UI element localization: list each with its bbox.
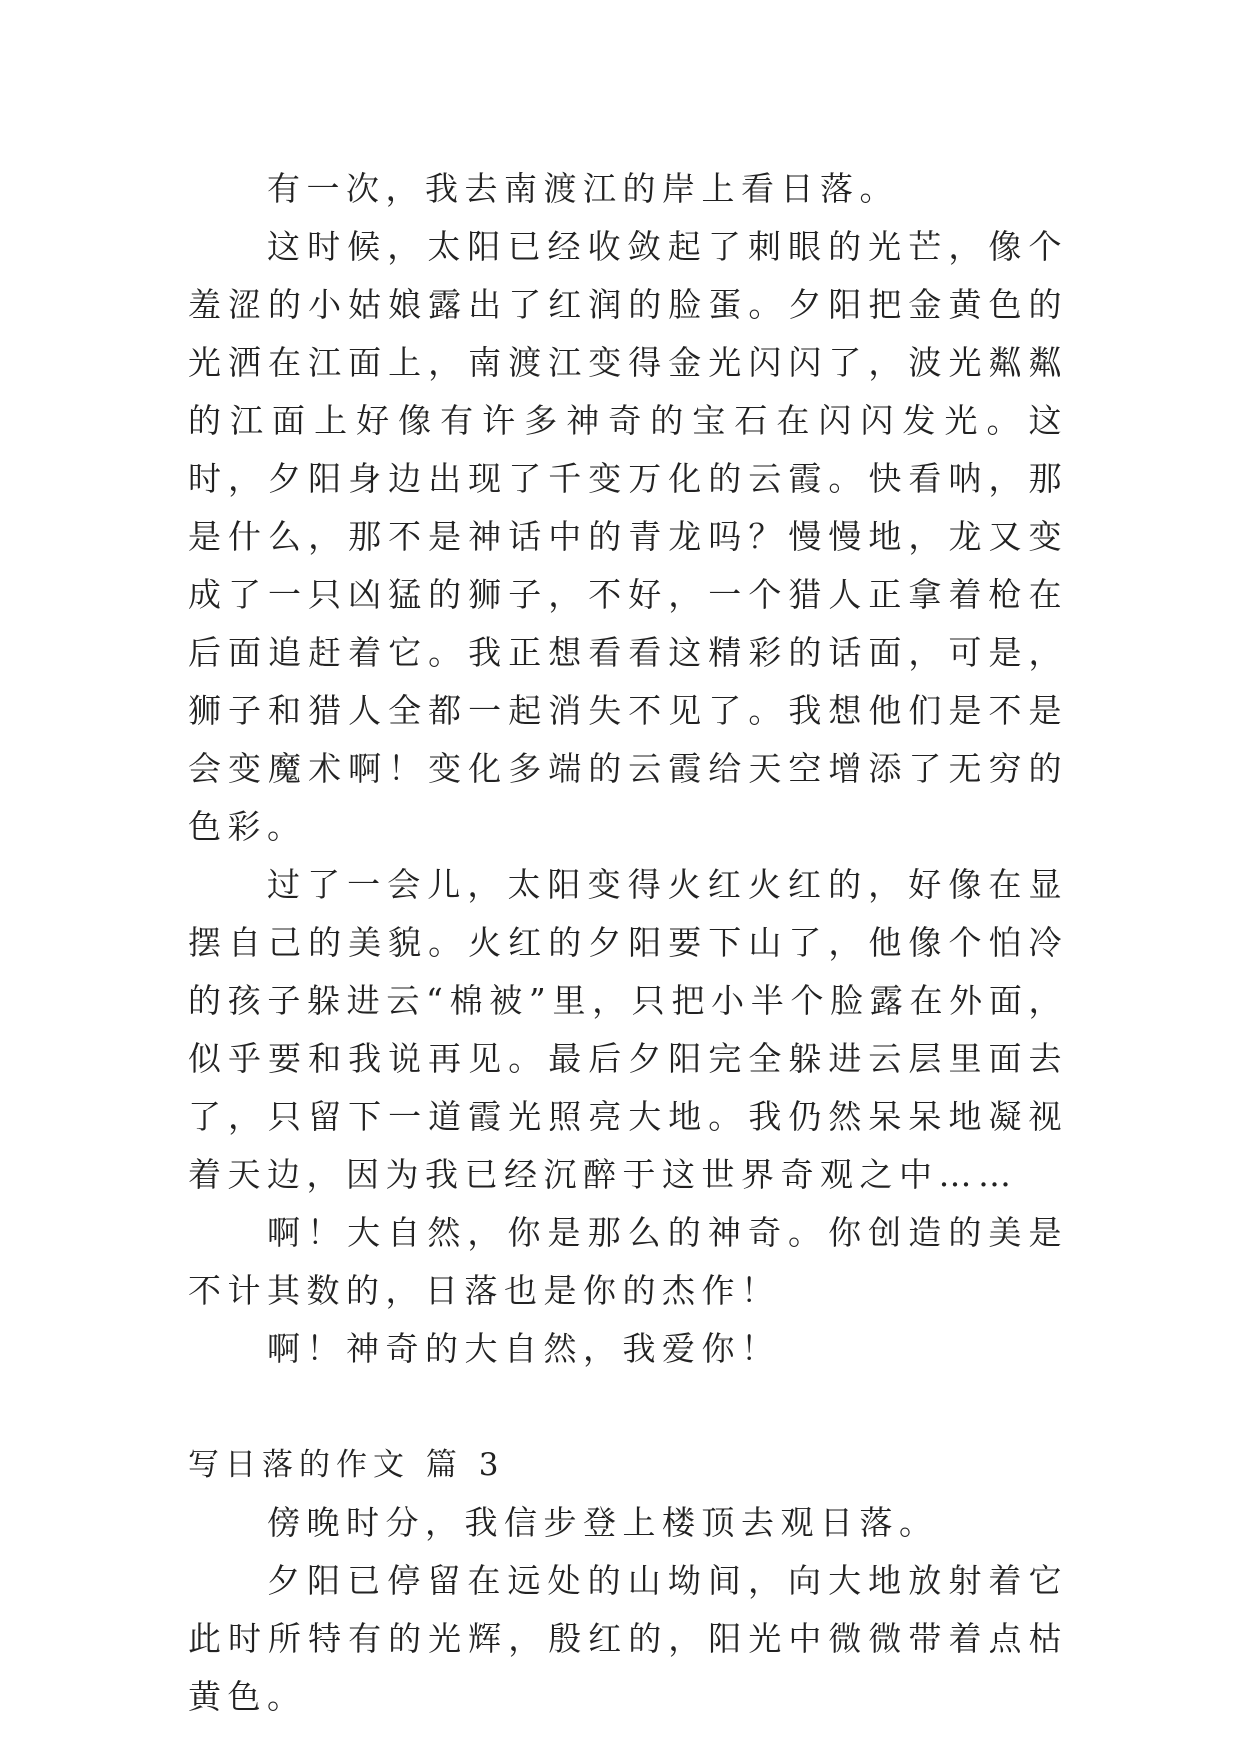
- paragraph-2: 这时候，太阳已经收敛起了刺眼的光芒，像个羞涩的小姑娘露出了红润的脸蛋。夕阳把金黄色的光洒在江面上，南渡江变得金光闪闪了，波光粼粼的江面上好像有许多神奇的宝石在闪闪发光。这时，夕阳身边出现了千变万化的云霞。快看呐，那是什么，那不是神话中的青龙吗？慢慢地，龙又变成了一只凶猛的狮子，不好，一个猎人正拿着枪在后面追赶着它。我正想看看这精彩的话面，可是，狮子和猎人全都一起消失不见了。我想他们是不是会变魔术啊！变化多端的云霞给天空增添了无穷的色彩。: [188, 227, 1068, 846]
- paragraph-3: 过了一会儿，太阳变得火红火红的，好像在显摆自己的美貌。火红的夕阳要下山了，他像个怕冷的孩子躲进云“棉被”里，只把小半个脸露在外面，似乎要和我说再见。最后夕阳完全躲进云层里面去了，只留下一道霞光照亮大地。我仍然呆呆地凝视着天边，因为我已经沉醉于这世界奇观之中……: [188, 865, 1068, 1194]
- document-body: [188, 160, 1068, 1726]
- section-heading: 写日落的作文 篇 3: [188, 1447, 505, 1483]
- paragraph-1: 有一次，我去南渡江的岸上看日落。: [267, 169, 899, 208]
- paragraph-7: 夕阳已停留在远处的山坳间，向大地放射着它此时所特有的光辉，殷红的，阳光中微微带着点枯黄色。: [188, 1561, 1068, 1716]
- paragraph-6: 傍晚时分，我信步登上楼顶去观日落。: [267, 1503, 939, 1542]
- paragraph-5: 啊！神奇的大自然，我爱你！: [267, 1329, 781, 1368]
- paragraph-4: 啊！大自然，你是那么的神奇。你创造的美是不计其数的，日落也是你的杰作！: [188, 1213, 1068, 1310]
